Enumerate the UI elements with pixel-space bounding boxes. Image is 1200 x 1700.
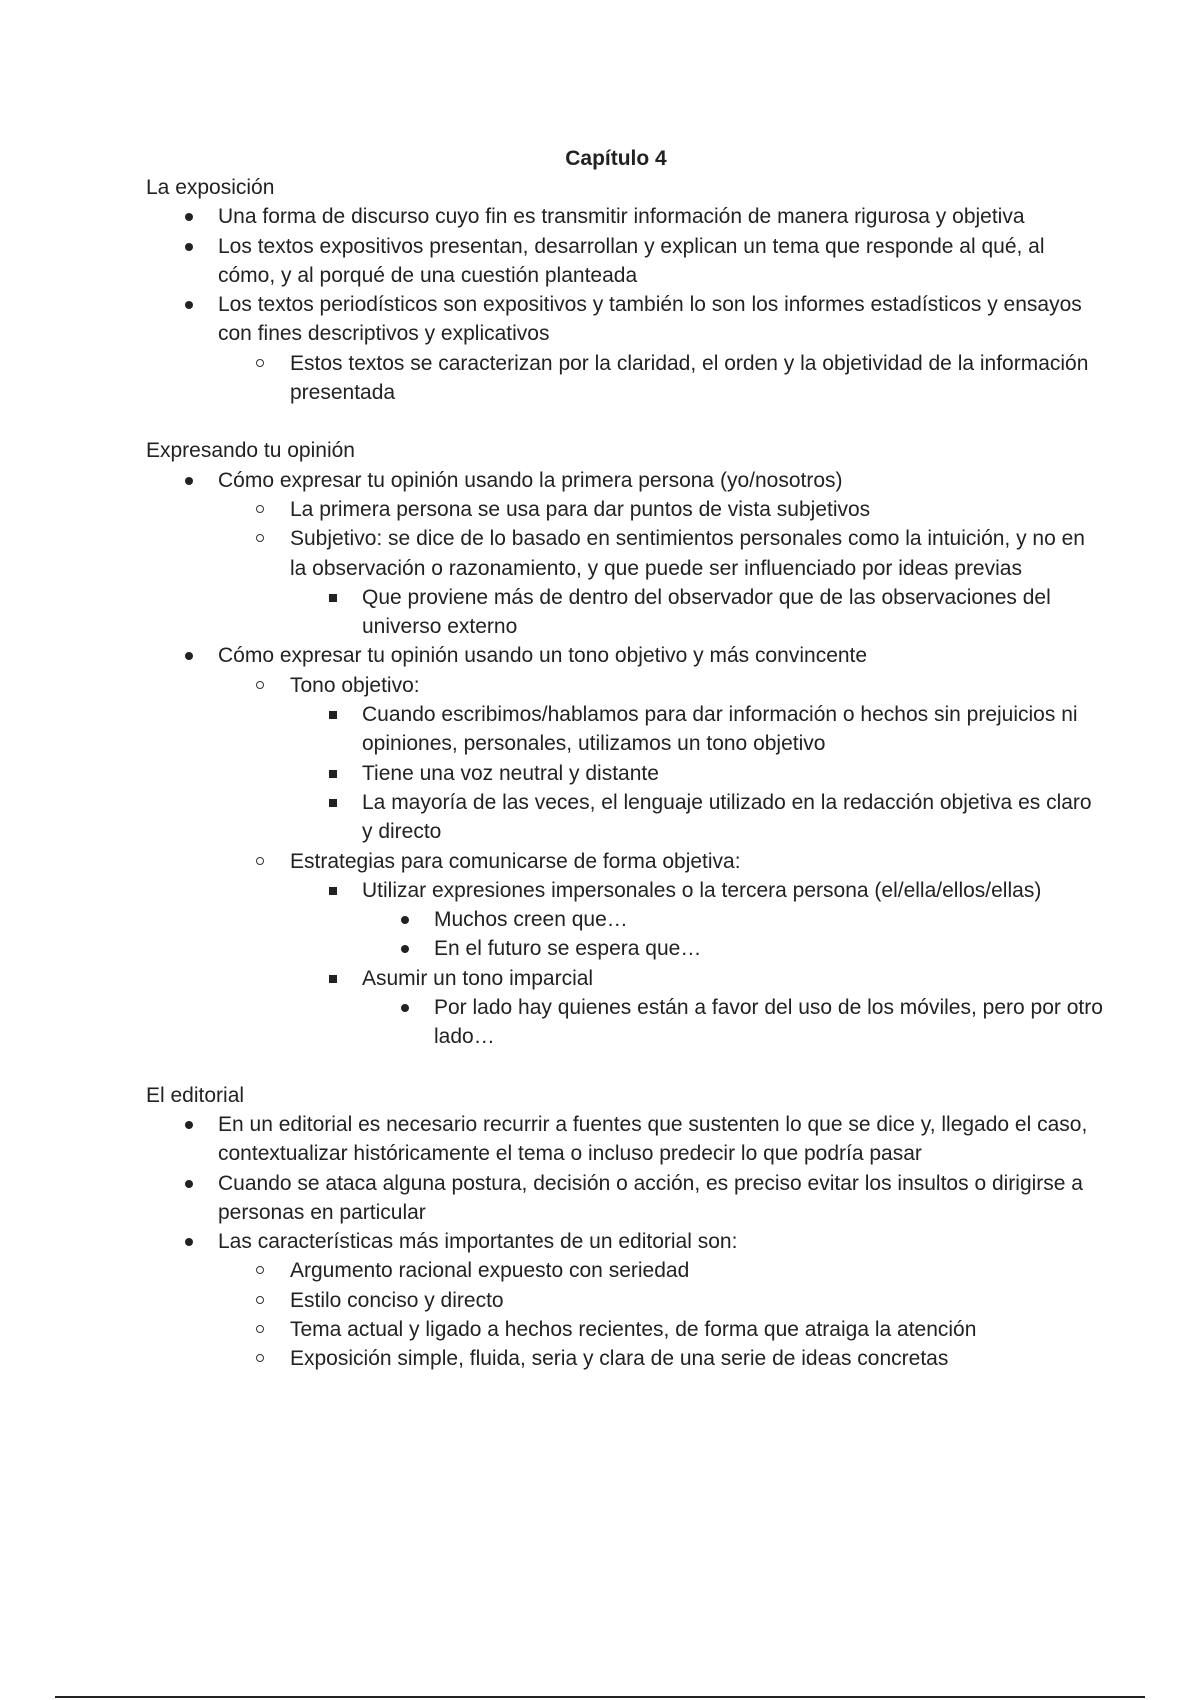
section-el-editorial bbox=[146, 1081, 1106, 1374]
list-item: Asumir un tono imparcial bbox=[146, 964, 1106, 993]
list-item: Cuando escribimos/hablamos para dar información o hechos sin prejuicios ni opiniones, personales, utilizamos un tono objetivo bbox=[146, 700, 1106, 759]
bullet-disc-icon bbox=[401, 945, 409, 953]
bullet-circle-icon bbox=[256, 1296, 264, 1304]
bullet-square-icon bbox=[329, 711, 337, 719]
list-item: Cómo expresar tu opinión usando la primera persona (yo/nosotros) bbox=[146, 466, 1106, 495]
list-item: Cómo expresar tu opinión usando un tono objetivo y más convincente bbox=[146, 641, 1106, 670]
bullet-circle-icon bbox=[256, 505, 264, 513]
bullet-square-icon bbox=[329, 975, 337, 983]
list-item: La mayoría de las veces, el lenguaje utilizado en la redacción objetiva es claro y directo bbox=[146, 788, 1106, 847]
bullet-circle-icon bbox=[256, 1325, 264, 1333]
list-item: Por lado hay quienes están a favor del uso de los móviles, pero por otro lado… bbox=[146, 993, 1106, 1052]
bullet-list bbox=[146, 202, 1106, 407]
list-item: En un editorial es necesario recurrir a fuentes que sustenten lo que se dice y, llegado el caso, contextualizar históricamente el tema o incluso predecir lo que podría pasar bbox=[146, 1110, 1106, 1169]
bullet-circle-icon bbox=[256, 359, 264, 367]
bullet-disc-icon bbox=[185, 213, 193, 221]
list-item: Exposición simple, fluida, seria y clara de una serie de ideas concretas bbox=[146, 1344, 1106, 1373]
list-item: Las características más importantes de un editorial son: bbox=[146, 1227, 1106, 1256]
bullet-list bbox=[146, 1110, 1106, 1374]
list-item: Estilo conciso y directo bbox=[146, 1286, 1106, 1315]
list-item: Estos textos se caracterizan por la claridad, el orden y la objetividad de la información presentada bbox=[146, 349, 1106, 408]
list-item: Subjetivo: se dice de lo basado en sentimientos personales como la intuición, y no en la observación o razonamiento, y que puede ser influenciado por ideas previas bbox=[146, 524, 1106, 583]
list-item: Cuando se ataca alguna postura, decisión o acción, es preciso evitar los insultos o dirigirse a personas en particular bbox=[146, 1169, 1106, 1228]
list-item: Tono objetivo: bbox=[146, 671, 1106, 700]
section-expresando-tu-opinion bbox=[146, 436, 1106, 1051]
footer-rule bbox=[55, 1696, 1145, 1698]
bullet-disc-icon bbox=[185, 1238, 193, 1246]
list-item: La primera persona se usa para dar puntos de vista subjetivos bbox=[146, 495, 1106, 524]
bullet-disc-icon bbox=[401, 1004, 409, 1012]
bullet-disc-icon bbox=[185, 1121, 193, 1129]
bullet-disc-icon bbox=[401, 916, 409, 924]
list-item: Una forma de discurso cuyo fin es transmitir información de manera rigurosa y objetiva bbox=[146, 202, 1106, 231]
bullet-circle-icon bbox=[256, 681, 264, 689]
bullet-square-icon bbox=[329, 799, 337, 807]
bullet-square-icon bbox=[329, 594, 337, 602]
bullet-circle-icon bbox=[256, 1266, 264, 1274]
bullet-square-icon bbox=[329, 770, 337, 778]
bullet-disc-icon bbox=[185, 477, 193, 485]
bullet-disc-icon bbox=[185, 1180, 193, 1188]
document-body bbox=[146, 173, 1106, 1374]
section-la-exposicion bbox=[146, 173, 1106, 407]
list-item: Que proviene más de dentro del observador que de las observaciones del universo externo bbox=[146, 583, 1106, 642]
list-item: Muchos creen que… bbox=[146, 905, 1106, 934]
list-item: Argumento racional expuesto con seriedad bbox=[146, 1256, 1106, 1285]
list-item: Los textos expositivos presentan, desarrollan y explican un tema que responde al qué, al cómo, y al porqué de una cuestión planteada bbox=[146, 232, 1106, 291]
section-heading: El editorial bbox=[146, 1083, 245, 1107]
bullet-square-icon bbox=[329, 887, 337, 895]
section-heading: La exposición bbox=[146, 176, 275, 199]
page-title: Capítulo 4 bbox=[565, 147, 667, 170]
bullet-circle-icon bbox=[256, 534, 264, 542]
bullet-list bbox=[146, 466, 1106, 1052]
list-item: Estrategias para comunicarse de forma objetiva: bbox=[146, 847, 1106, 876]
list-item: Utilizar expresiones impersonales o la tercera persona (el/ella/ellos/ellas) bbox=[146, 876, 1106, 905]
section-heading: Expresando tu opinión bbox=[146, 439, 355, 463]
bullet-disc-icon bbox=[185, 243, 193, 251]
bullet-circle-icon bbox=[256, 1354, 264, 1362]
list-item: Tiene una voz neutral y distante bbox=[146, 759, 1106, 788]
list-item: En el futuro se espera que… bbox=[146, 934, 1106, 963]
bullet-circle-icon bbox=[256, 857, 264, 865]
list-item: Los textos periodísticos son expositivos y también lo son los informes estadísticos y ensayos con fines descriptivos y explicativos bbox=[146, 290, 1106, 349]
bullet-disc-icon bbox=[185, 652, 193, 660]
list-item: Tema actual y ligado a hechos recientes, de forma que atraiga la atención bbox=[146, 1315, 1106, 1344]
bullet-disc-icon bbox=[185, 301, 193, 309]
